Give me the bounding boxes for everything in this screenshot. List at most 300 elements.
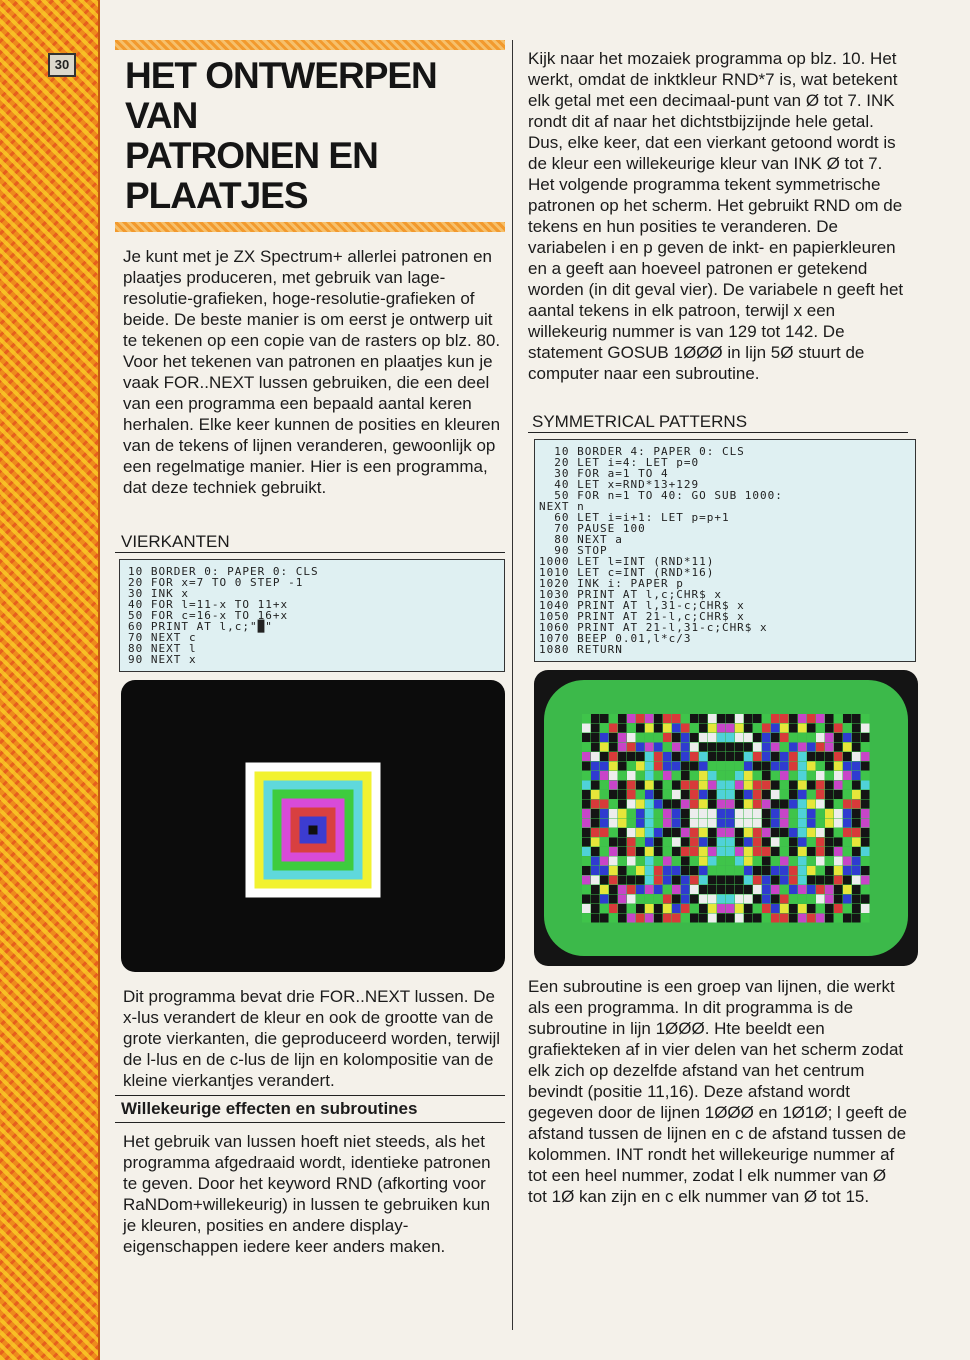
pattern-cell <box>717 847 726 856</box>
pattern-cell <box>717 781 726 790</box>
pattern-cell <box>681 895 690 904</box>
pattern-cell <box>726 714 735 723</box>
pattern-cell <box>654 771 663 780</box>
pattern-cell <box>825 781 834 790</box>
pattern-cell <box>600 847 609 856</box>
pattern-cell <box>771 857 780 866</box>
pattern-cell <box>762 857 771 866</box>
pattern-cell <box>753 866 762 875</box>
pattern-cell <box>834 752 843 761</box>
pattern-cell <box>627 876 636 885</box>
pattern-cell <box>645 857 654 866</box>
pattern-cell <box>735 762 744 771</box>
pattern-cell <box>681 847 690 856</box>
pattern-cell <box>861 771 870 780</box>
pattern-cell <box>789 876 798 885</box>
pattern-cell <box>735 876 744 885</box>
pattern-cell <box>807 714 816 723</box>
pattern-cell <box>744 857 753 866</box>
pattern-cell <box>699 819 708 828</box>
pattern-cell <box>627 800 636 809</box>
pattern-cell <box>645 733 654 742</box>
pattern-cell <box>816 828 825 837</box>
pattern-cell <box>744 781 753 790</box>
pattern-cell <box>717 771 726 780</box>
pattern-cell <box>843 762 852 771</box>
pattern-cell <box>789 733 798 742</box>
pattern-cell <box>762 800 771 809</box>
pattern-cell <box>843 828 852 837</box>
pattern-cell <box>609 790 618 799</box>
pattern-cell <box>726 781 735 790</box>
pattern-cell <box>735 781 744 790</box>
pattern-cell <box>609 828 618 837</box>
pattern-cell <box>591 733 600 742</box>
pattern-cell <box>816 914 825 923</box>
pattern-cell <box>816 876 825 885</box>
pattern-cell <box>735 838 744 847</box>
pattern-cell <box>627 809 636 818</box>
code-line: 1000 LET l=INT (RND*11) <box>539 555 715 568</box>
pattern-cell <box>681 885 690 894</box>
code-line: 60 PRINT AT l,c;"█" <box>128 620 273 633</box>
pattern-cell <box>618 743 627 752</box>
pattern-cell <box>816 724 825 733</box>
pattern-cell <box>663 914 672 923</box>
pattern-cell <box>789 895 798 904</box>
pattern-cell <box>825 800 834 809</box>
pattern-cell <box>780 857 789 866</box>
pattern-cell <box>645 885 654 894</box>
pattern-cell <box>645 743 654 752</box>
pattern-cell <box>753 838 762 847</box>
title-bar-bottom <box>115 222 505 232</box>
pattern-cell <box>582 904 591 913</box>
pattern-cell <box>816 809 825 818</box>
pattern-cell <box>861 904 870 913</box>
pattern-cell <box>771 714 780 723</box>
pattern-cell <box>825 714 834 723</box>
pattern-cell <box>627 895 636 904</box>
pattern-cell <box>690 733 699 742</box>
pattern-cell <box>852 819 861 828</box>
pattern-cell <box>636 819 645 828</box>
pattern-cell <box>654 809 663 818</box>
pattern-cell <box>735 752 744 761</box>
pattern-cell <box>627 857 636 866</box>
pattern-cell <box>852 838 861 847</box>
code-line: 1080 RETURN <box>539 643 623 656</box>
pattern-cell <box>762 838 771 847</box>
pattern-cell <box>834 781 843 790</box>
pattern-cell <box>852 771 861 780</box>
pattern-cell <box>654 733 663 742</box>
pattern-cell <box>762 895 771 904</box>
pattern-cell <box>708 781 717 790</box>
pattern-cell <box>843 733 852 742</box>
pattern-cell <box>825 914 834 923</box>
pattern-cell <box>690 885 699 894</box>
pattern-cell <box>726 752 735 761</box>
pattern-cell <box>780 866 789 875</box>
pattern-cell <box>627 714 636 723</box>
pattern-cell <box>726 771 735 780</box>
pattern-cell <box>726 876 735 885</box>
pattern-cell <box>726 819 735 828</box>
pattern-cell <box>834 895 843 904</box>
pattern-cell <box>753 733 762 742</box>
pattern-cell <box>672 800 681 809</box>
pattern-cell <box>681 724 690 733</box>
pattern-cell <box>861 819 870 828</box>
intro-paragraph: Je kunt met je ZX Spectrum+ allerlei patronen en plaatjes produceren, met gebruik van lage-resolutie-grafieken, hoge-resolutie-grafieken of beide. De beste manier is om eerst je ontwerp uit te tekenen op een copie van de rasters op blz. 80. Voor het tekenen van patronen en plaatjes kun je vaak FOR..NEXT lussen gebruiken, die een deel van een programma een bepaald aantal keren herhalen. Elke keer kunnen de posities en kleuren van de tekens of lijnen veranderen, gewoonlijk op een regelmatige manier. Hier is een programma, dat deze techniek gebruikt. <box>123 247 501 497</box>
pattern-cell <box>636 743 645 752</box>
pattern-cell <box>753 857 762 866</box>
code-line: 90 STOP <box>539 544 608 557</box>
pattern-cell <box>609 885 618 894</box>
pattern-cell <box>591 781 600 790</box>
pattern-cell <box>627 847 636 856</box>
pattern-cell <box>789 790 798 799</box>
pattern-cell <box>861 762 870 771</box>
pattern-cell <box>618 781 627 790</box>
pattern-cell <box>717 790 726 799</box>
pattern-cell <box>609 819 618 828</box>
pattern-cell <box>726 857 735 866</box>
pattern-cell <box>672 904 681 913</box>
pattern-cell <box>717 743 726 752</box>
pattern-cell <box>744 828 753 837</box>
pattern-cell <box>708 847 717 856</box>
pattern-cell <box>807 752 816 761</box>
pattern-cell <box>636 828 645 837</box>
pattern-cell <box>816 885 825 894</box>
pattern-cell <box>771 790 780 799</box>
pattern-cell <box>600 866 609 875</box>
pattern-cell <box>735 857 744 866</box>
pattern-cell <box>807 724 816 733</box>
pattern-cell <box>582 781 591 790</box>
pattern-cell <box>708 771 717 780</box>
pattern-cell <box>825 895 834 904</box>
pattern-cell <box>627 828 636 837</box>
pattern-cell <box>762 828 771 837</box>
pattern-cell <box>672 866 681 875</box>
pattern-cell <box>789 771 798 780</box>
pattern-cell <box>699 828 708 837</box>
pattern-cell <box>843 895 852 904</box>
pattern-cell <box>843 838 852 847</box>
pattern-cell <box>636 838 645 847</box>
pattern-cell <box>753 914 762 923</box>
pattern-cell <box>636 752 645 761</box>
pattern-cell <box>609 895 618 904</box>
pattern-cell <box>780 838 789 847</box>
pattern-cell <box>789 752 798 761</box>
decorative-side-stripe <box>0 0 100 1360</box>
pattern-cell <box>780 809 789 818</box>
pattern-cell <box>627 885 636 894</box>
pattern-cell <box>618 876 627 885</box>
pattern-cell <box>852 752 861 761</box>
pattern-cell <box>645 790 654 799</box>
pattern-cell <box>735 790 744 799</box>
pattern-cell <box>717 724 726 733</box>
pattern-cell <box>861 724 870 733</box>
pattern-cell <box>843 800 852 809</box>
pattern-cell <box>753 828 762 837</box>
section-title-symmetrical: SYMMETRICAL PATTERNS <box>528 412 908 433</box>
pattern-cell <box>645 866 654 875</box>
pattern-cell <box>654 819 663 828</box>
pattern-cell <box>807 800 816 809</box>
pattern-cell <box>654 743 663 752</box>
pattern-cell <box>852 762 861 771</box>
pattern-cell <box>807 819 816 828</box>
pattern-cell <box>789 828 798 837</box>
pattern-cell <box>609 724 618 733</box>
pattern-cell <box>762 724 771 733</box>
pattern-cell <box>771 895 780 904</box>
pattern-cell <box>798 904 807 913</box>
pattern-cell <box>798 724 807 733</box>
pattern-cell <box>690 809 699 818</box>
pattern-cell <box>798 752 807 761</box>
pattern-cell <box>636 847 645 856</box>
pattern-cell <box>708 914 717 923</box>
pattern-cell <box>690 895 699 904</box>
pattern-cell <box>609 914 618 923</box>
pattern-cell <box>834 809 843 818</box>
pattern-cell <box>735 828 744 837</box>
pattern-cell <box>726 790 735 799</box>
code-line: 1040 PRINT AT l,31-c;CHR$ x <box>539 599 745 612</box>
pattern-cell <box>717 885 726 894</box>
pattern-cell <box>771 800 780 809</box>
pattern-cell <box>654 914 663 923</box>
pattern-cell <box>834 724 843 733</box>
pattern-cell <box>681 714 690 723</box>
pattern-cell <box>582 857 591 866</box>
pattern-cell <box>717 714 726 723</box>
pattern-cell <box>636 857 645 866</box>
pattern-cell <box>600 733 609 742</box>
pattern-cell <box>681 904 690 913</box>
pattern-cell <box>591 724 600 733</box>
pattern-cell <box>834 762 843 771</box>
pattern-cell <box>636 790 645 799</box>
pattern-cell <box>762 904 771 913</box>
pattern-cell <box>825 762 834 771</box>
pattern-cell <box>618 762 627 771</box>
screen-symmetrical <box>534 670 918 966</box>
pattern-cell <box>609 733 618 742</box>
pattern-cell <box>618 800 627 809</box>
pattern-cell <box>807 790 816 799</box>
pattern-cell <box>834 800 843 809</box>
pattern-cell <box>609 838 618 847</box>
pattern-cell <box>690 857 699 866</box>
pattern-cell <box>582 733 591 742</box>
pattern-cell <box>753 771 762 780</box>
pattern-cell <box>825 876 834 885</box>
pattern-cell <box>672 743 681 752</box>
pattern-cell <box>861 866 870 875</box>
pattern-cell <box>825 809 834 818</box>
pattern-cell <box>591 752 600 761</box>
pattern-cell <box>807 733 816 742</box>
pattern-cell <box>753 904 762 913</box>
pattern-cell <box>726 733 735 742</box>
pattern-cell <box>618 733 627 742</box>
pattern-cell <box>744 724 753 733</box>
pattern-cell <box>735 771 744 780</box>
pattern-cell <box>645 771 654 780</box>
pattern-cell <box>699 914 708 923</box>
pattern-cell <box>582 819 591 828</box>
pattern-cell <box>600 914 609 923</box>
pattern-cell <box>852 790 861 799</box>
pattern-cell <box>717 752 726 761</box>
pattern-cell <box>852 876 861 885</box>
pattern-cell <box>798 809 807 818</box>
paragraph-mosaic: Kijk naar het mozaiek programma op blz. 10. Het werkt, omdat de inktkleur RND*7 is, wat betekent elk getal met een decimaal-punt van Ø tot 7. INK rondt dit af naar het dichtstbijzijnde hele getal. Dus, elke keer, dat een vierkant getoond wordt is de kleur een willekeurige kleur van INK Ø tot 7. Het volgende programma tekent symmetrische patronen op het scherm. Het gebruikt RND om de tekens en hun posities te veranderen. De variabelen i en p geven de inkt- en papierkleuren en a geeft aan hoeveel patronen er getekend worden (in dit geval vier). De variabele n geeft het aantal tekens in elk patroon, terwijl x een willekeurig nummer is van 129 tot 142. De statement GOSUB 1ØØØ in lijn 5Ø stuurt de computer naar een subroutine. <box>528 49 904 383</box>
pattern-cell <box>861 847 870 856</box>
pattern-cell <box>672 733 681 742</box>
pattern-cell <box>681 819 690 828</box>
pattern-cell <box>618 847 627 856</box>
pattern-cell <box>735 866 744 875</box>
pattern-cell <box>699 743 708 752</box>
pattern-cell <box>834 743 843 752</box>
pattern-cell <box>843 790 852 799</box>
pattern-cell <box>789 724 798 733</box>
pattern-cell <box>645 847 654 856</box>
pattern-cell <box>654 876 663 885</box>
pattern-cell <box>762 714 771 723</box>
pattern-cell <box>609 781 618 790</box>
pattern-cell <box>708 743 717 752</box>
code-line: 20 FOR x=7 TO 0 STEP -1 <box>128 576 304 589</box>
pattern-cell <box>681 838 690 847</box>
code-line: 20 LET i=4: LET p=0 <box>539 456 700 469</box>
pattern-cell <box>699 733 708 742</box>
pattern-cell <box>699 904 708 913</box>
pattern-cell <box>591 838 600 847</box>
page-title <box>125 56 505 216</box>
code-line: 40 LET x=RND*13+129 <box>539 478 700 491</box>
pattern-cell <box>717 762 726 771</box>
title-line-2: PATRONEN EN PLAATJES <box>125 135 378 216</box>
pattern-cell <box>636 885 645 894</box>
pattern-cell <box>609 904 618 913</box>
pattern-cell <box>798 895 807 904</box>
pattern-cell <box>636 781 645 790</box>
pattern-cell <box>618 885 627 894</box>
pattern-cell <box>663 714 672 723</box>
pattern-cell <box>861 885 870 894</box>
pattern-cell <box>735 733 744 742</box>
pattern-cell <box>663 724 672 733</box>
pattern-cell <box>798 714 807 723</box>
pattern-cell <box>843 847 852 856</box>
pattern-cell <box>825 857 834 866</box>
pattern-cell <box>852 809 861 818</box>
pattern-cell <box>672 914 681 923</box>
pattern-cell <box>591 762 600 771</box>
pattern-cell <box>582 743 591 752</box>
pattern-cell <box>807 885 816 894</box>
pattern-cell <box>645 714 654 723</box>
pattern-cell <box>708 752 717 761</box>
pattern-cell <box>681 809 690 818</box>
pattern-cell <box>726 762 735 771</box>
pattern-cell <box>681 857 690 866</box>
pattern-cell <box>753 876 762 885</box>
pattern-cell <box>717 857 726 866</box>
pattern-cell <box>843 857 852 866</box>
pattern-cell <box>645 752 654 761</box>
pattern-cell <box>789 914 798 923</box>
pattern-cell <box>816 866 825 875</box>
pattern-cell <box>582 724 591 733</box>
pattern-cell <box>798 800 807 809</box>
pattern-cell <box>798 857 807 866</box>
pattern-cell <box>663 800 672 809</box>
pattern-cell <box>591 876 600 885</box>
code-listing-symmetrical <box>534 439 916 662</box>
pattern-cell <box>744 714 753 723</box>
pattern-cell <box>627 914 636 923</box>
pattern-cell <box>852 857 861 866</box>
pattern-cell <box>762 781 771 790</box>
pattern-cell <box>780 714 789 723</box>
pattern-cell <box>663 809 672 818</box>
pattern-cell <box>843 743 852 752</box>
pattern-cell <box>663 838 672 847</box>
pattern-cell <box>672 847 681 856</box>
pattern-cell <box>672 838 681 847</box>
pattern-cell <box>708 762 717 771</box>
pattern-cell <box>654 857 663 866</box>
pattern-cell <box>744 819 753 828</box>
pattern-cell <box>582 866 591 875</box>
pattern-cell <box>582 800 591 809</box>
pattern-cell <box>771 762 780 771</box>
pattern-cell <box>825 752 834 761</box>
pattern-cell <box>825 828 834 837</box>
pattern-cell <box>861 752 870 761</box>
pattern-cell <box>600 885 609 894</box>
pattern-cell <box>690 743 699 752</box>
pattern-cell <box>843 781 852 790</box>
pattern-cell <box>600 781 609 790</box>
code-line: 10 BORDER 4: PAPER 0: CLS <box>539 445 745 458</box>
pattern-cell <box>762 866 771 875</box>
pattern-cell <box>663 781 672 790</box>
pattern-cell <box>717 866 726 875</box>
pattern-cell <box>636 771 645 780</box>
code-line: 70 NEXT c <box>128 631 197 644</box>
pattern-cell <box>753 714 762 723</box>
pattern-cell <box>798 885 807 894</box>
pattern-cell <box>726 743 735 752</box>
pattern-cell <box>798 743 807 752</box>
pattern-cell <box>834 733 843 742</box>
pattern-cell <box>663 743 672 752</box>
pattern-cell <box>663 885 672 894</box>
pattern-cell <box>861 828 870 837</box>
